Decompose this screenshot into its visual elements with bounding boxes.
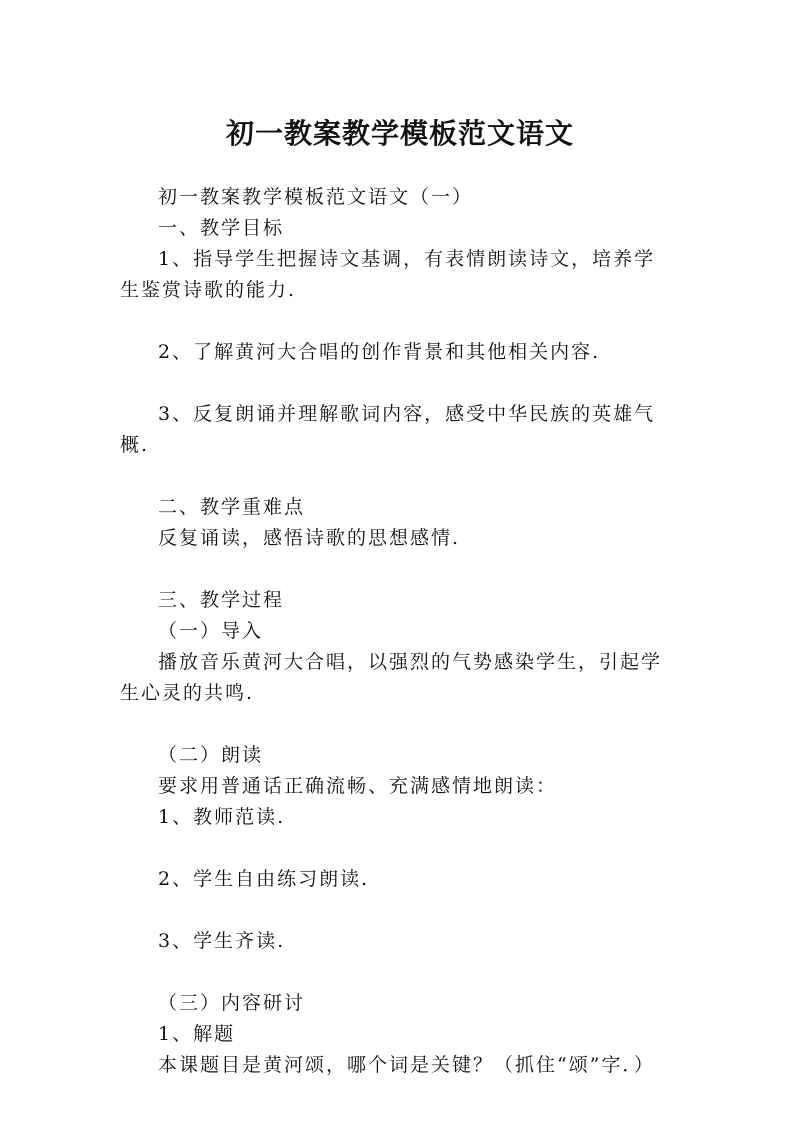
blank-line <box>120 957 672 988</box>
paragraph-reading-1: 1、教师范读. <box>158 806 286 828</box>
heading-key-points: 二、教学重难点 <box>158 496 306 518</box>
blank-line <box>120 833 672 864</box>
document-body <box>120 182 672 1081</box>
heading-content-study: （三）内容研讨 <box>158 992 306 1014</box>
paragraph-reading-3: 3、学生齐读. <box>158 930 286 952</box>
paragraph-reading-requirement: 要求用普通话正确流畅、充满感情地朗读： <box>158 775 558 797</box>
document-title: 初一教案教学模板范文语文 <box>225 117 574 150</box>
blank-line <box>120 306 672 337</box>
heading-introduction: （一）导入 <box>158 620 264 642</box>
paragraph-goal-2: 2、了解黄河大合唱的创作背景和其他相关内容. <box>158 341 601 363</box>
blank-line <box>120 368 672 399</box>
heading-teaching-process: 三、教学过程 <box>158 589 285 611</box>
paragraph-introduction: 播放音乐黄河大合唱，以强烈的气势感染学生，引起学生心灵的共鸣. <box>120 651 663 704</box>
paragraph-reading-2: 2、学生自由练习朗读. <box>158 868 370 890</box>
paragraph-title-explanation: 本课题目是黄河颂，哪个词是关键？（抓住“颂”字．） <box>158 1054 655 1076</box>
paragraph-goal-3: 3、反复朗诵并理解歌词内容，感受中华民族的英雄气概. <box>120 403 656 456</box>
paragraph-goal-1: 1、指导学生把握诗文基调，有表情朗读诗文，培养学生鉴赏诗歌的能力. <box>120 248 656 301</box>
heading-teaching-goals: 一、教学目标 <box>158 217 285 239</box>
heading-reading: （二）朗读 <box>158 744 264 766</box>
blank-line <box>120 461 672 492</box>
blank-line <box>120 554 672 585</box>
paragraph-key-points: 反复诵读，感悟诗歌的思想感情. <box>158 527 461 549</box>
heading-title-explanation: 1、解题 <box>158 1023 236 1045</box>
blank-line <box>120 895 672 926</box>
blank-line <box>120 709 672 740</box>
paragraph-subtitle: 初一教案教学模板范文语文（一） <box>158 186 474 208</box>
